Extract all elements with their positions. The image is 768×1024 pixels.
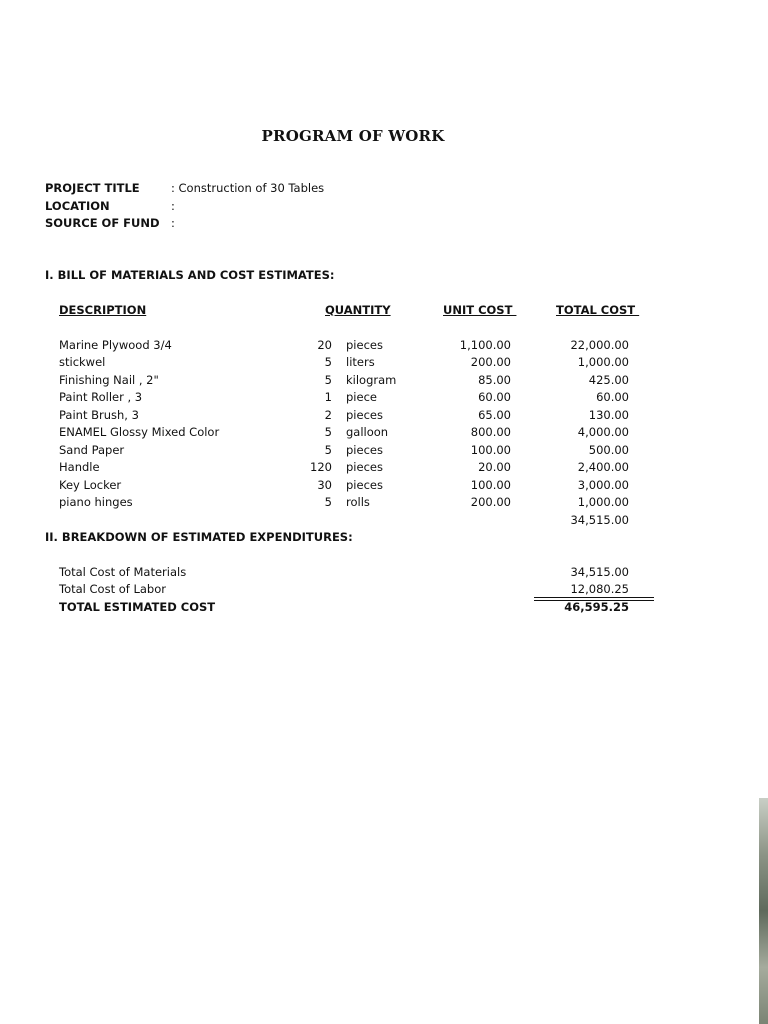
item-unit: pieces <box>346 443 383 457</box>
section1-heading: I. BILL OF MATERIALS AND COST ESTIMATES: <box>45 268 335 282</box>
item-quantity: 5 <box>324 373 332 387</box>
item-quantity: 120 <box>310 460 332 474</box>
item-unit-cost: 100.00 <box>470 443 511 457</box>
item-unit-cost: 200.00 <box>470 495 511 509</box>
project-title-value: : Construction of 30 Tables <box>171 181 325 195</box>
table-row <box>0 460 768 477</box>
labor-cost-label: Total Cost of Labor <box>59 582 166 596</box>
item-description: Marine Plywood 3/4 <box>59 338 172 352</box>
item-total-cost: 2,400.00 <box>577 460 629 474</box>
item-unit-cost: 100.00 <box>470 478 511 492</box>
item-total-cost: 500.00 <box>588 443 629 457</box>
document-title: PROGRAM OF WORK <box>261 127 445 145</box>
breakdown-row-total <box>0 600 768 617</box>
item-description: Handle <box>59 460 100 474</box>
item-total-cost: 60.00 <box>596 390 629 404</box>
table-row <box>0 373 768 390</box>
item-description: ENAMEL Glossy Mixed Color <box>59 425 220 439</box>
section2-heading: II. BREAKDOWN OF ESTIMATED EXPENDITURES: <box>45 530 353 544</box>
item-description: Sand Paper <box>59 443 125 457</box>
item-total-cost: 4,000.00 <box>577 425 629 439</box>
materials-cost-value: 34,515.00 <box>570 565 629 579</box>
item-quantity: 1 <box>324 390 332 404</box>
location-label: LOCATION <box>45 199 110 213</box>
item-unit-cost: 65.00 <box>478 408 511 422</box>
source-of-fund-label: SOURCE OF FUND <box>45 216 160 230</box>
header-unit-cost: UNIT COST <box>443 303 517 317</box>
item-quantity: 5 <box>324 425 332 439</box>
item-total-cost: 130.00 <box>588 408 629 422</box>
item-description: Paint Roller , 3 <box>59 390 143 404</box>
item-unit-cost: 800.00 <box>470 425 511 439</box>
project-title-label: PROJECT TITLE <box>45 181 140 195</box>
total-estimated-cost-value: 46,595.25 <box>564 600 629 614</box>
breakdown-row-materials <box>0 565 768 582</box>
source-of-fund-value: : <box>171 216 175 230</box>
header-description: DESCRIPTION <box>59 303 147 317</box>
table-row <box>0 443 768 460</box>
item-total-cost: 1,000.00 <box>577 495 629 509</box>
table-row <box>0 390 768 407</box>
item-quantity: 5 <box>324 355 332 369</box>
item-description: Paint Brush, 3 <box>59 408 139 422</box>
table-row <box>0 355 768 372</box>
item-unit: pieces <box>346 408 383 422</box>
item-unit-cost: 20.00 <box>478 460 511 474</box>
materials-subtotal-row <box>0 513 768 530</box>
total-estimated-cost-label: TOTAL ESTIMATED COST <box>59 600 216 614</box>
table-row <box>0 338 768 355</box>
item-unit: pieces <box>346 460 383 474</box>
item-total-cost: 22,000.00 <box>570 338 629 352</box>
item-total-cost: 425.00 <box>588 373 629 387</box>
item-description: Key Locker <box>59 478 122 492</box>
header-quantity: QUANTITY <box>325 303 391 317</box>
item-unit: pieces <box>346 478 383 492</box>
item-unit-cost: 200.00 <box>470 355 511 369</box>
table-row <box>0 478 768 495</box>
item-description: stickwel <box>59 355 106 369</box>
table-row <box>0 408 768 425</box>
location-value: : <box>171 199 175 213</box>
materials-subtotal: 34,515.00 <box>570 513 629 527</box>
item-description: piano hinges <box>59 495 133 509</box>
item-unit-cost: 1,100.00 <box>459 338 511 352</box>
item-unit: rolls <box>346 495 370 509</box>
header-total-cost: TOTAL COST <box>556 303 640 317</box>
adjacent-page-edge <box>759 798 768 1024</box>
item-unit-cost: 85.00 <box>478 373 511 387</box>
item-quantity: 20 <box>317 338 332 352</box>
item-unit: galloon <box>346 425 389 439</box>
item-quantity: 5 <box>324 443 332 457</box>
table-row <box>0 495 768 512</box>
item-unit: kilogram <box>346 373 397 387</box>
item-total-cost: 3,000.00 <box>577 478 629 492</box>
materials-cost-label: Total Cost of Materials <box>59 565 187 579</box>
item-unit: pieces <box>346 338 383 352</box>
item-unit: piece <box>346 390 377 404</box>
item-description: Finishing Nail , 2" <box>59 373 159 387</box>
item-quantity: 30 <box>317 478 332 492</box>
labor-cost-value: 12,080.25 <box>570 582 629 596</box>
item-total-cost: 1,000.00 <box>577 355 629 369</box>
table-row <box>0 425 768 442</box>
item-unit-cost: 60.00 <box>478 390 511 404</box>
item-unit: liters <box>346 355 375 369</box>
item-quantity: 2 <box>324 408 332 422</box>
item-quantity: 5 <box>324 495 332 509</box>
